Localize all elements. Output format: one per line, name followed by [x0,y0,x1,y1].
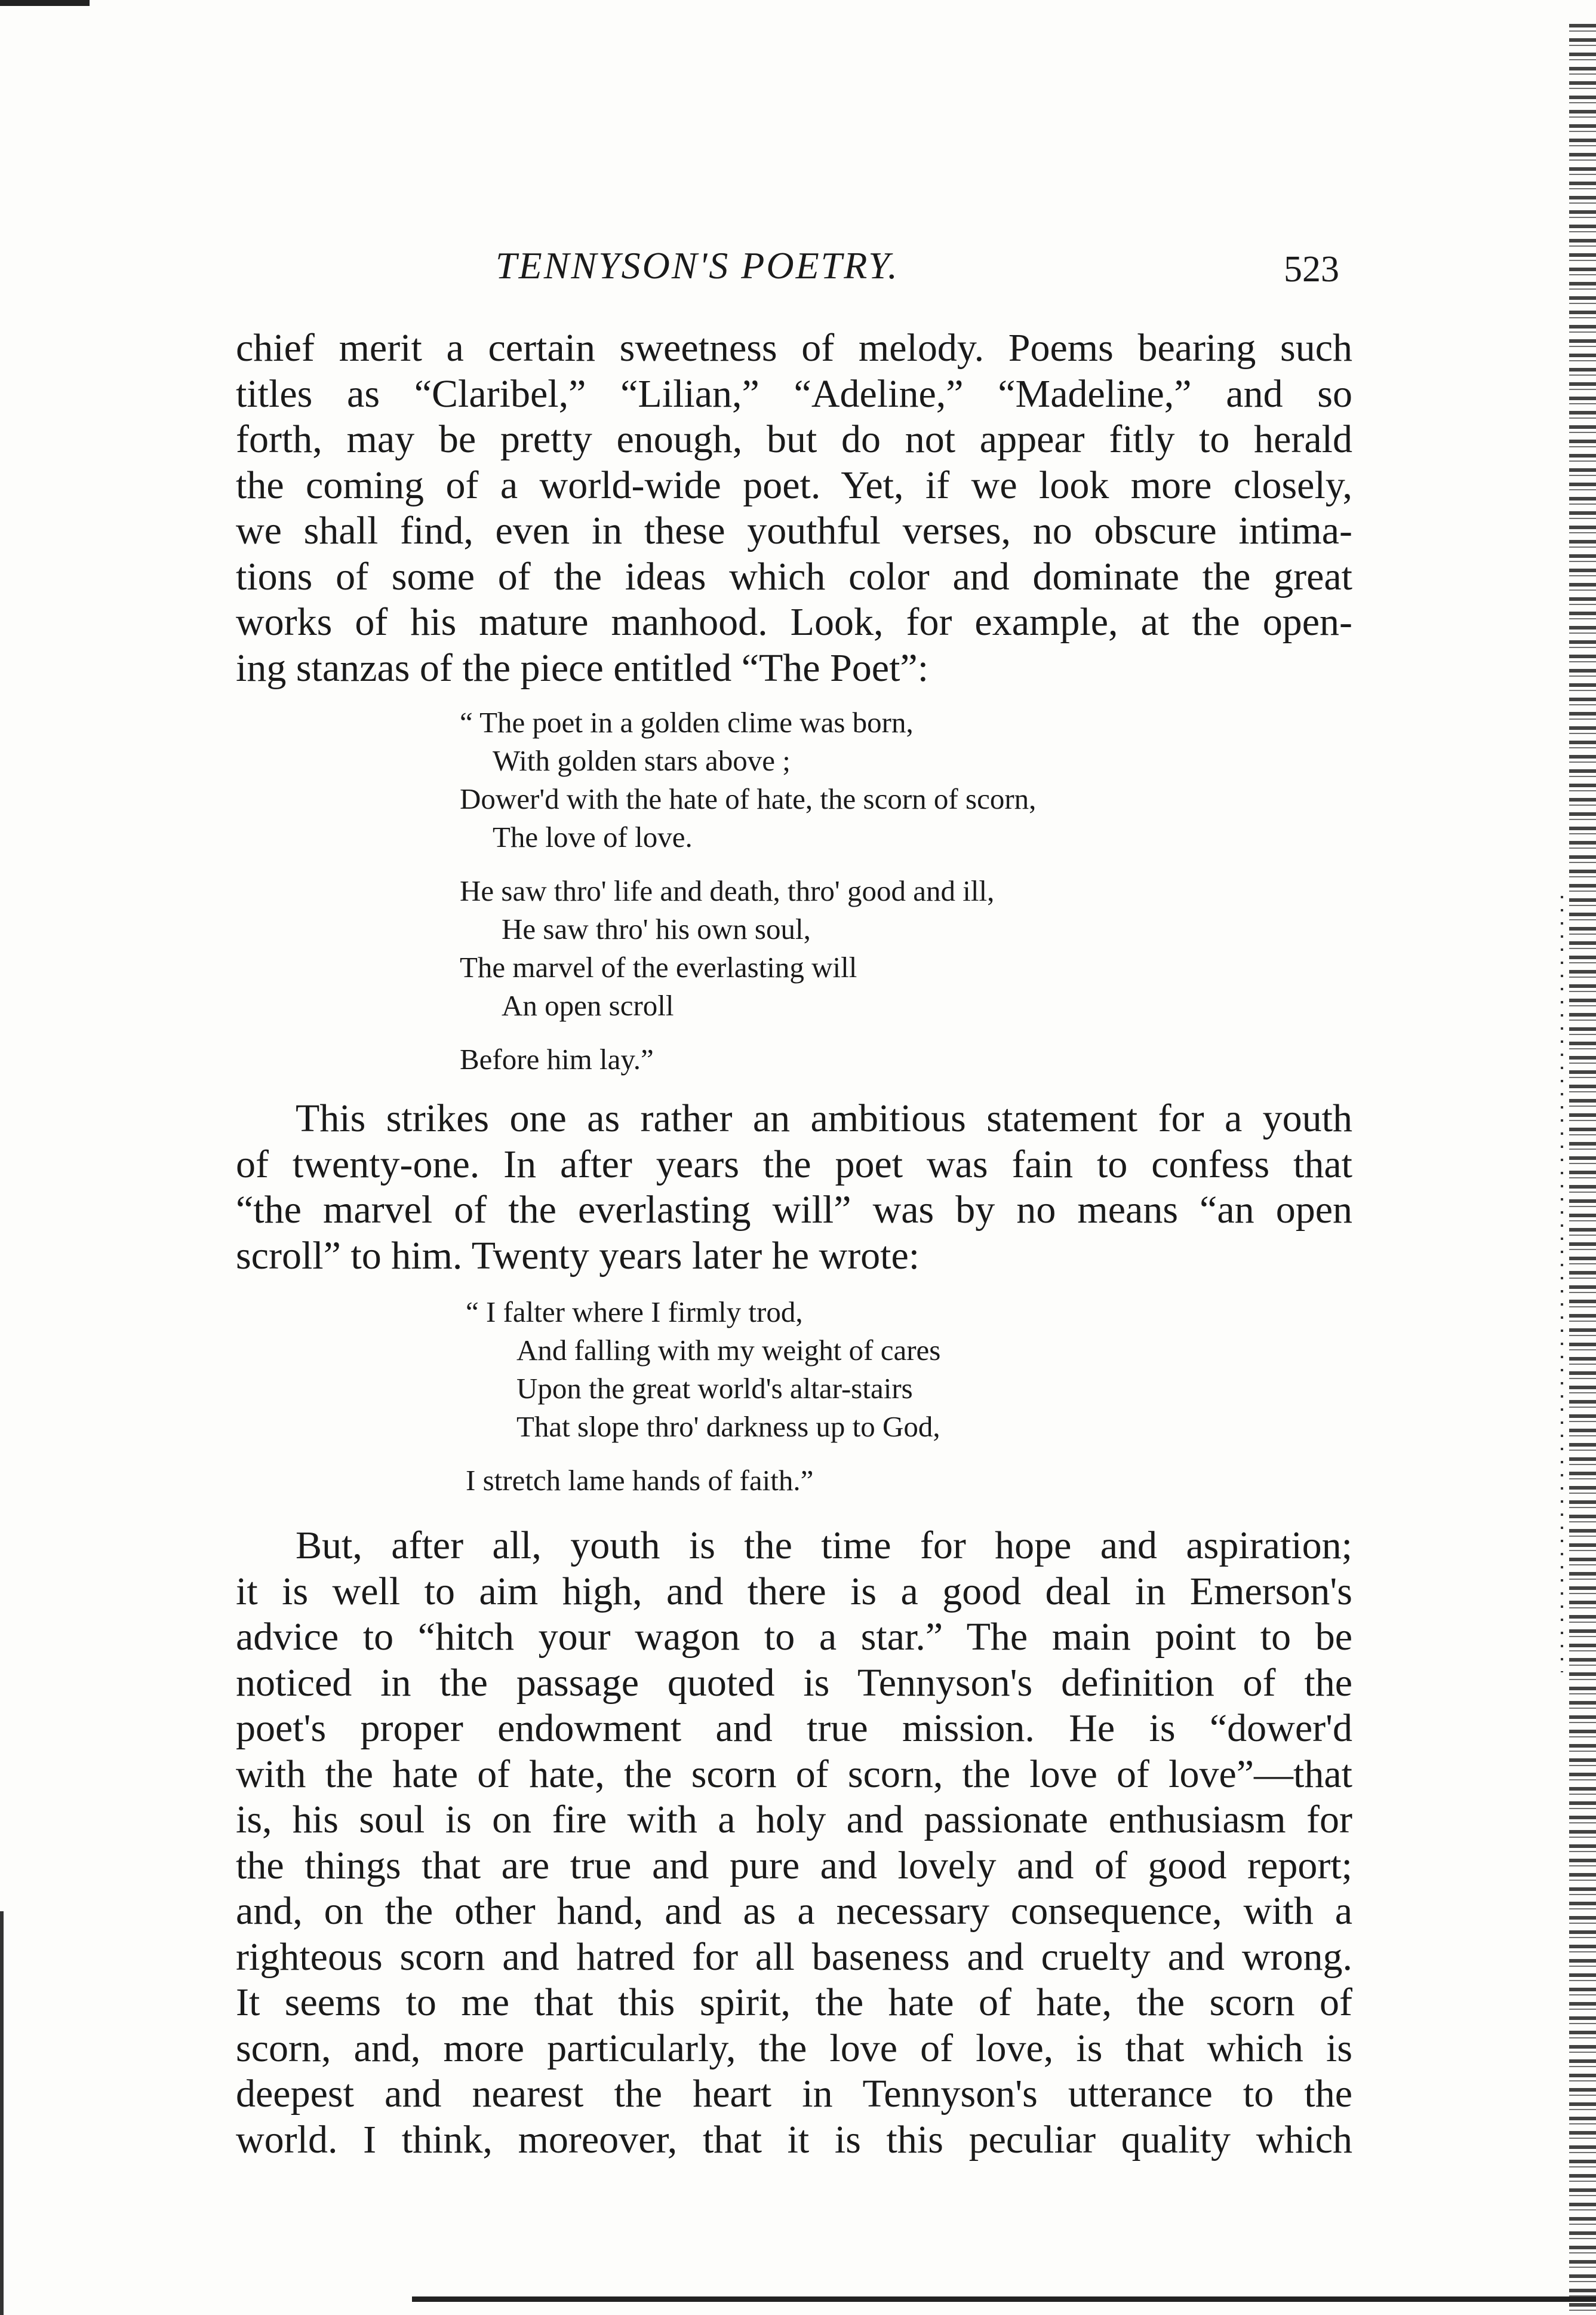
text-line: works of his mature manhood. Look, for example, at the open- [236,600,1352,644]
text-line: scroll” to him. Twenty years later he wrote: [236,1233,920,1278]
page-number: 523 [1284,249,1339,290]
poem-line: “ The poet in a golden clime was born, [460,706,914,739]
scan-edge-top [0,0,90,6]
running-title: TENNYSON'S POETRY. [496,244,899,287]
poem-line: The love of love. [493,821,693,853]
text-line: forth, may be pretty enough, but do not appear fitly to herald [236,417,1352,461]
text-line: “the marvel of the everlasting will” was by no means “an open [236,1188,1352,1232]
text-line: deepest and nearest the heart in Tennyson's utterance to the [236,2072,1352,2116]
text-line: ing stanzas of the piece entitled “The Poet”: [236,646,929,690]
scan-edge-left [0,1911,4,2315]
paragraph-1 [236,326,1352,691]
text-line: righteous scorn and hatred for all baseness and cruelty and wrong. [236,1935,1352,1979]
poem-line: He saw thro' his own soul, [502,913,811,945]
text-line: But, after all, youth is the time for hope and aspiration; [296,1524,1352,1567]
text-line: poet's proper endowment and true mission. He is “dower'd [236,1706,1352,1750]
text-line: with the hate of hate, the scorn of scorn, the love of love”—that [236,1752,1352,1796]
text-line: the coming of a world-wide poet. Yet, if we look more closely, [236,463,1352,507]
poem-line: Upon the great world's altar-stairs [516,1372,913,1405]
poem-line: I stretch lame hands of faith.” [466,1464,814,1497]
scan-edge-right [1569,24,1596,2315]
text-line: titles as “Claribel,” “Lilian,” “Adeline,” “Madeline,” and so [236,371,1352,416]
scan-edge-bottom [412,2296,1596,2302]
poem-line: Before him lay.” [460,1043,654,1076]
poem-line: The marvel of the everlasting will [460,951,857,984]
poem-quote-1 [460,704,1036,1079]
text-line: it is well to aim high, and there is a good deal in Emerson's [236,1569,1352,1613]
poem-line: That slope thro' darkness up to God, [516,1410,940,1443]
text-line: and, on the other hand, and as a necessary consequence, with a [236,1889,1352,1933]
text-line: noticed in the passage quoted is Tennyson's definition of the [236,1660,1352,1705]
text-line: This strikes one as rather an ambitious statement for a youth [296,1097,1352,1140]
text-line: world. I think, moreover, that it is this peculiar quality which [236,2117,1352,2162]
text-line: tions of some of the ideas which color and dominate the great [236,554,1352,598]
text-line: of twenty-one. In after years the poet was fain to confess that [236,1142,1352,1186]
text-line: It seems to me that this spirit, the hate of hate, the scorn of [236,1981,1352,2024]
text-line: is, his soul is on fire with a holy and passionate enthusiasm for [236,1798,1352,1841]
poem-line: “ I falter where I firmly trod, [466,1295,803,1328]
poem-quote-2 [466,1293,940,1500]
scan-edge-right-dots [1561,896,1563,1672]
paragraph-2 [236,1096,1352,1279]
poem-line: And falling with my weight of cares [516,1334,941,1367]
poem-line: Dower'd with the hate of hate, the scorn of scorn, [460,782,1037,815]
poem-line: An open scroll [502,989,674,1022]
text-line: we shall find, even in these youthful verses, no obscure intima- [236,509,1352,552]
text-line: chief merit a certain sweetness of melody. Poems bearing such [236,326,1352,370]
paragraph-3 [236,1523,1352,2163]
text-line: advice to “hitch your wagon to a star.” The main point to be [236,1615,1352,1659]
text-line: the things that are true and pure and lovely and of good report; [236,1843,1352,1887]
running-head [0,239,1596,293]
poem-line: With golden stars above ; [493,744,791,777]
text-line: scorn, and, more particularly, the love of love, is that which is [236,2026,1352,2070]
poem-line: He saw thro' life and death, thro' good and ill, [460,874,995,907]
